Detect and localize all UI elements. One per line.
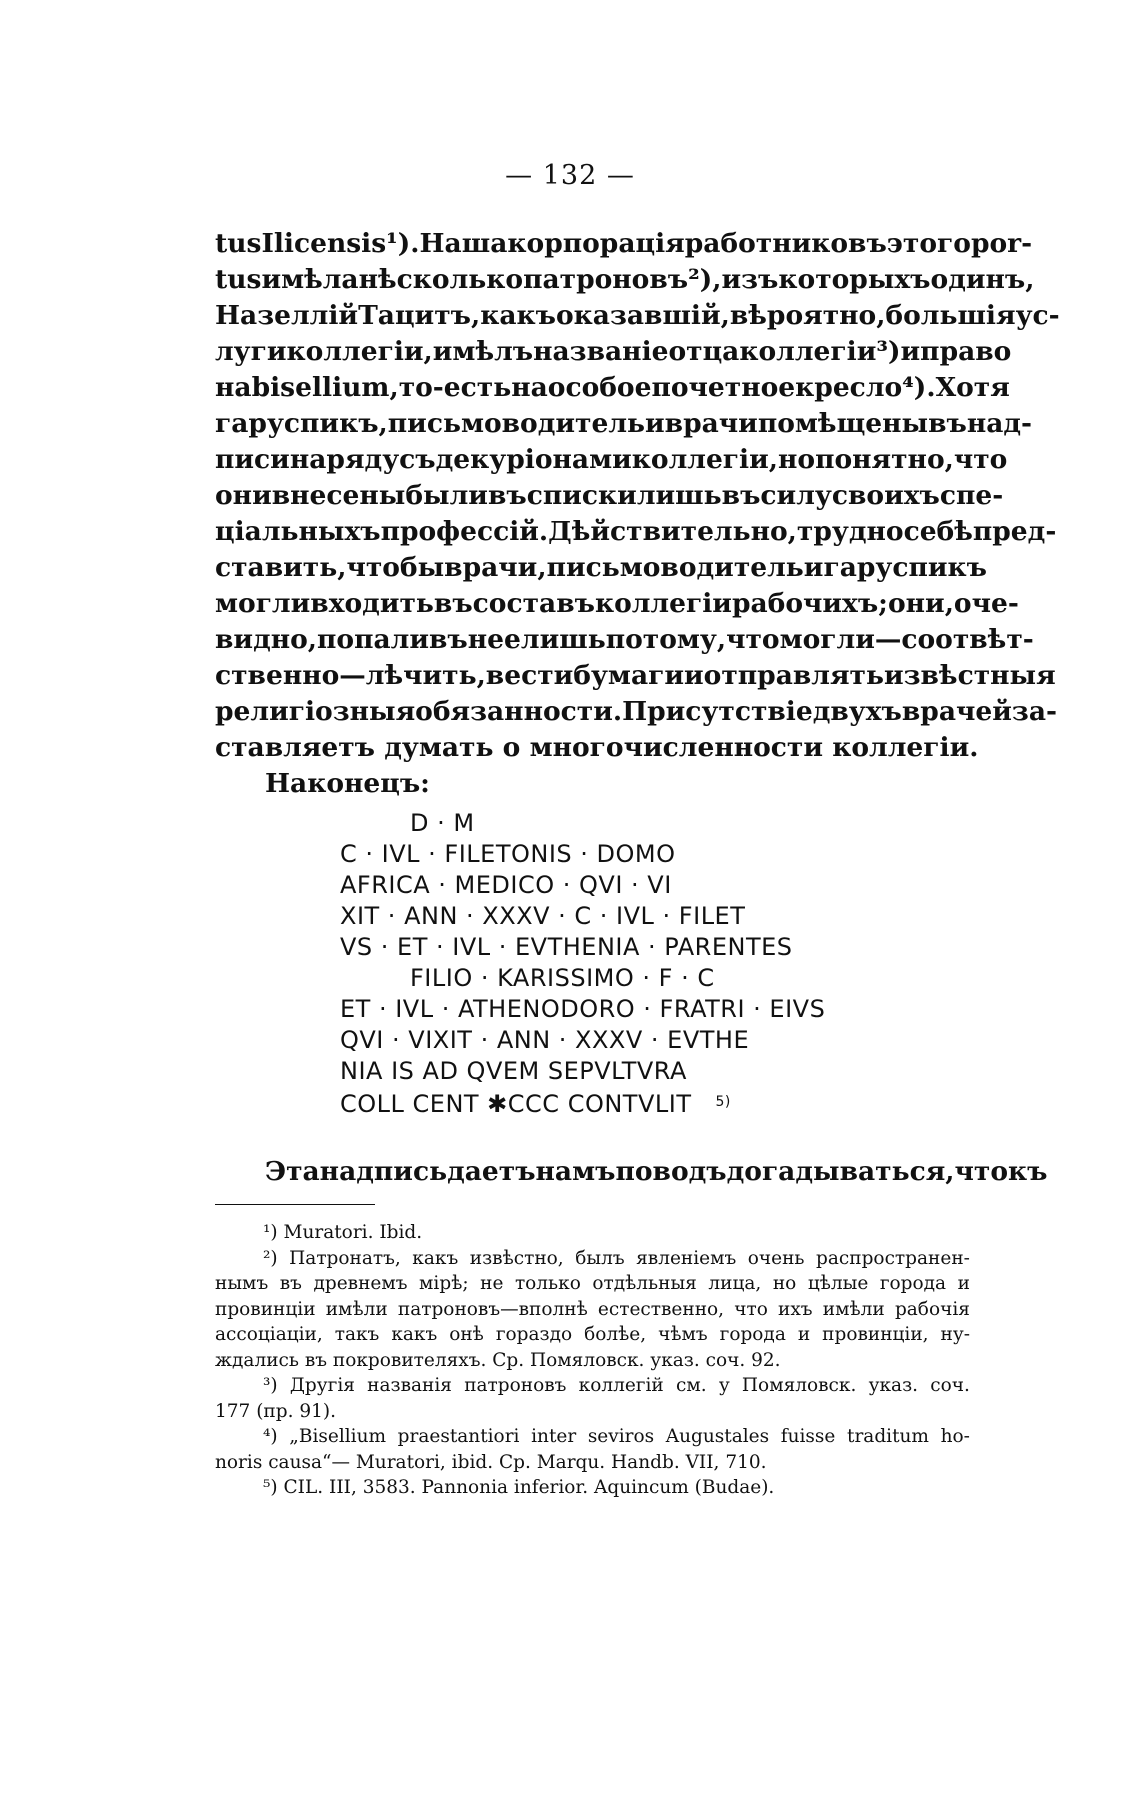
inscription-line: ET · IVL · ATHENODORO · FRATRI · EIVS: [340, 995, 826, 1023]
body-line: могли входить въ составъ коллегіи рабочихъ; они, оче-: [215, 588, 1019, 619]
body-line: видно, попали въ нее лишь потому, что могли—соотвѣт-: [215, 624, 1034, 655]
inscription-line: C · IVL · FILETONIS · DOMO: [340, 840, 676, 868]
inscription-line: XIT · ANN · XXXV · C · IVL · FILET: [340, 902, 746, 930]
footnote-reference: 5): [715, 1094, 731, 1110]
footnote-line: 177 (пр. 91).: [215, 1400, 336, 1422]
body-line: Наконецъ:: [265, 768, 430, 799]
body-line: Назеллій Тацитъ, какъ оказавшій, вѣроятно, большія ус-: [215, 300, 1060, 331]
footnote-line: ассоціаціи, такъ какъ онѣ гораздо болѣе, чѣмъ города и провинціи, ну-: [215, 1324, 970, 1345]
body-line: гаруспикъ, письмоводитель и врачи помѣщены въ над-: [215, 408, 1033, 439]
body-line: tus имѣла нѣсколько патроновъ ²), изъ которыхъ одинъ,: [215, 264, 1035, 295]
footnote-line: нымъ въ древнемъ мірѣ; не только отдѣльныя лица, но цѣлые города и: [215, 1273, 970, 1294]
footnote-line: ³) Другія названія патроновъ коллегій см. у Помяловск. указ. соч.: [263, 1375, 970, 1396]
body-line: на bisellium, то-есть на особое почетное кресло ⁴). Хотя: [215, 372, 1010, 403]
page-number: — 132 —: [505, 160, 635, 191]
body-line: tus Ilicensis ¹). Наша корпорація работниковъ этого por-: [215, 228, 1033, 259]
continuation-paragraph: [215, 1154, 1048, 1190]
continuation-line: Эта надпись даетъ намъ поводъ догадываться, что къ: [265, 1156, 1048, 1187]
inscription-line: AFRICA · MEDICO · QVI · VI: [340, 871, 672, 899]
body-line: ставляетъ думать о многочисленности коллегіи.: [215, 732, 979, 763]
inscription-line: QVI · VIXIT · ANN · XXXV · EVTHE: [340, 1026, 750, 1054]
body-line: религіозныя обязанности. Присутствіе двухъ врачей за-: [215, 696, 1058, 727]
body-line: ставить, чтобы врачи, письмоводитель и гаруспикъ: [215, 552, 988, 583]
body-line: ціальныхъ профессій. Дѣйствительно, трудно себѣ пред-: [215, 516, 1057, 547]
footnote-line: noris causa“— Muratori, ibid. Cp. Marqu. Handb. VII, 710.: [215, 1451, 767, 1473]
body-line: луги коллегіи, имѣлъ названіе отца коллегіи ³) и право: [215, 336, 1012, 367]
footnote-line: ⁴) „Bisellium praestantiori inter seviros Augustales fuisse traditum ho-: [263, 1426, 970, 1447]
inscription-line: NIA IS AD QVEM SEPVLTVRA: [340, 1057, 687, 1085]
footnote-line: ⁵) CIL. III, 3583. Pannonia inferior. Aquincum (Budae).: [263, 1477, 775, 1498]
footnote-separator: [215, 1204, 375, 1205]
body-text: [215, 226, 1060, 802]
inscription-line: VS · ET · IVL · EVTHENIA · PARENTES: [340, 933, 793, 961]
inscription-line: D · M: [410, 809, 475, 837]
footnote-line: провинціи имѣли патроновъ—вполнѣ естественно, что ихъ имѣли рабочія: [215, 1298, 970, 1320]
footnote-line: ¹) Muratori. Ibid.: [263, 1222, 423, 1243]
inscription-line: FILIO · KARISSIMO · F · C: [410, 964, 715, 992]
inscription-line: COLL CENT ✱CCC CONTVLIT $^{5)}$: [340, 1090, 731, 1118]
body-line: ственно—лѣчить, вести бумаги и отправлять извѣстныя: [215, 660, 1056, 691]
footnotes: [215, 1220, 970, 1501]
footnote-line: ²) Патронатъ, какъ извѣстно, былъ явленіемъ очень распространен-: [263, 1247, 970, 1269]
footnote-line: ждались въ покровителяхъ. Ср. Помяловск. указ. соч. 92.: [215, 1349, 781, 1371]
body-line: они внесены были въ списки лишь въ силу своихъ спе-: [215, 480, 1004, 511]
latin-inscription: [340, 808, 825, 1118]
body-line: писи на ряду съ декуріонами коллегіи, но понятно, что: [215, 444, 1008, 475]
